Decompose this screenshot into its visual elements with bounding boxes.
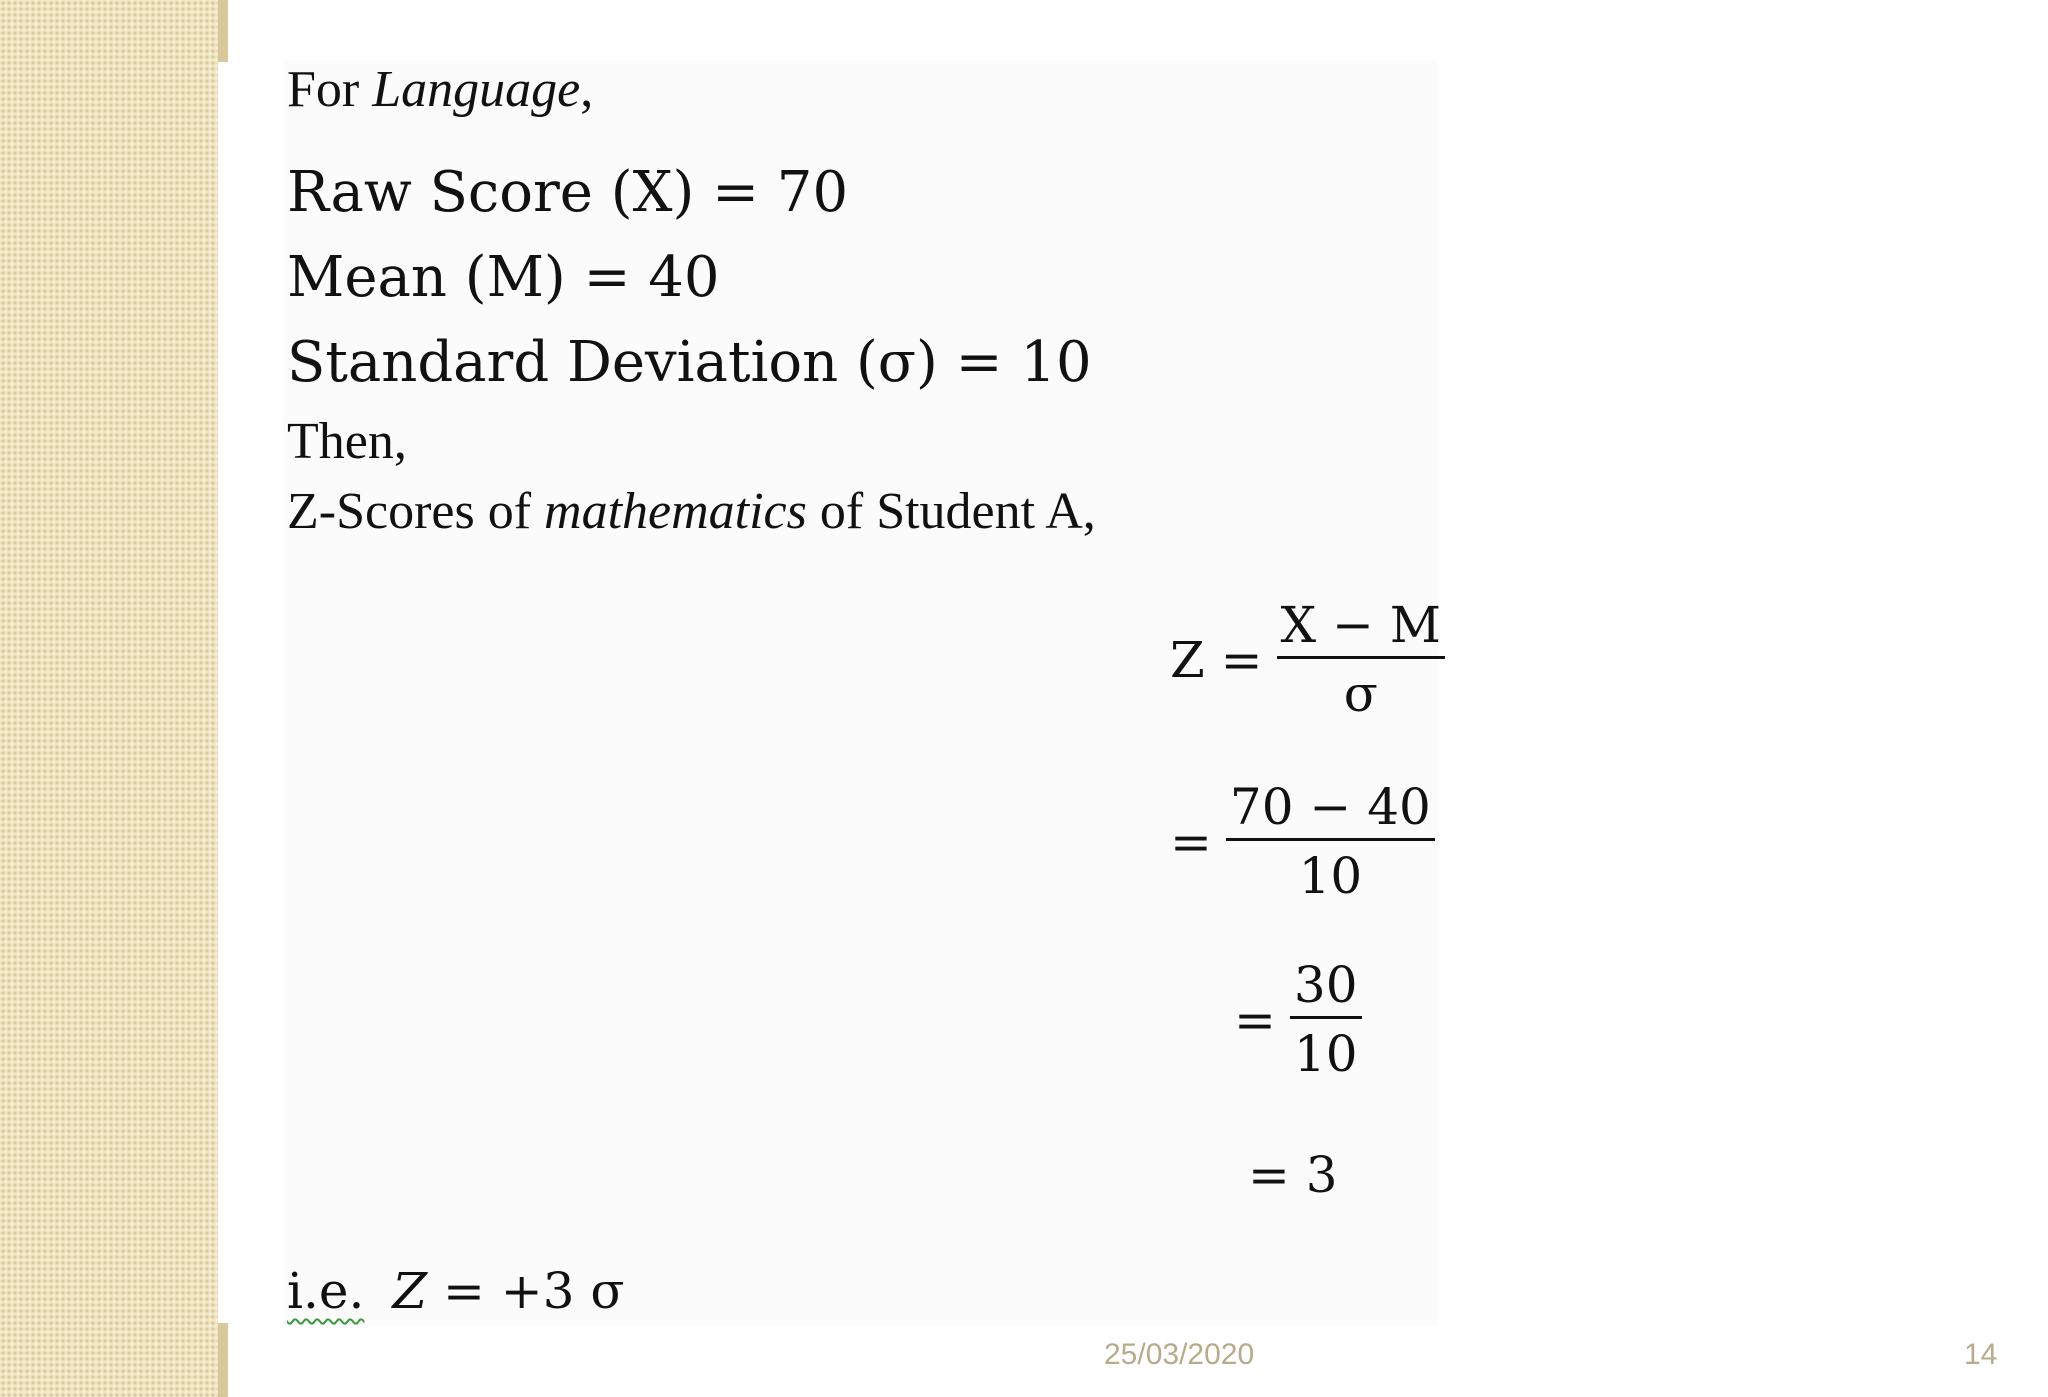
step1-lhs: Z = — [1170, 630, 1263, 689]
heading-suffix: , — [580, 61, 594, 118]
slide-heading — [287, 60, 593, 119]
formula-step-3 — [1234, 956, 1362, 1083]
formula-step-1 — [1170, 596, 1445, 723]
then-line: Then, — [287, 413, 407, 470]
formula-step-2 — [1170, 778, 1435, 905]
z-score-intro — [287, 482, 1096, 541]
mean-line: Mean (M) = 40 — [287, 245, 720, 310]
ie-abbreviation: i.e. — [287, 1262, 365, 1320]
step2-denominator: 10 — [1298, 847, 1363, 905]
conclusion-line — [287, 1262, 625, 1320]
slide-number: 14 — [1964, 1338, 1998, 1371]
step1-fraction — [1277, 596, 1445, 723]
step2-fraction — [1226, 778, 1435, 905]
step2-lhs: = — [1170, 812, 1212, 871]
step1-denominator: σ — [1343, 665, 1378, 723]
step3-fraction — [1290, 956, 1362, 1083]
band-edge-bottom — [218, 1323, 228, 1397]
footer-date: 25/03/2020 — [1104, 1338, 1255, 1371]
z-intro-prefix: Z-Scores of — [287, 483, 545, 540]
raw-score-line: Raw Score (X) = 70 — [287, 160, 849, 225]
step3-numerator: 30 — [1293, 956, 1358, 1014]
heading-prefix: For — [287, 61, 373, 118]
z-intro-subject: mathematics — [544, 483, 807, 540]
conclusion-value: = +3 σ — [427, 1262, 625, 1320]
step3-lhs: = — [1234, 990, 1276, 1049]
decorative-side-band — [0, 0, 218, 1397]
heading-subject: Language — [372, 61, 581, 118]
band-edge-top — [218, 0, 228, 62]
formula-step-4: = 3 — [1248, 1146, 1338, 1204]
step1-numerator: X − M — [1280, 596, 1442, 654]
z-intro-suffix: of Student A, — [806, 483, 1096, 540]
step2-numerator: 70 − 40 — [1229, 778, 1431, 836]
step3-denominator: 10 — [1293, 1025, 1358, 1083]
std-dev-line: Standard Deviation (σ) = 10 — [287, 330, 1092, 395]
z-variable: Z — [392, 1262, 428, 1320]
